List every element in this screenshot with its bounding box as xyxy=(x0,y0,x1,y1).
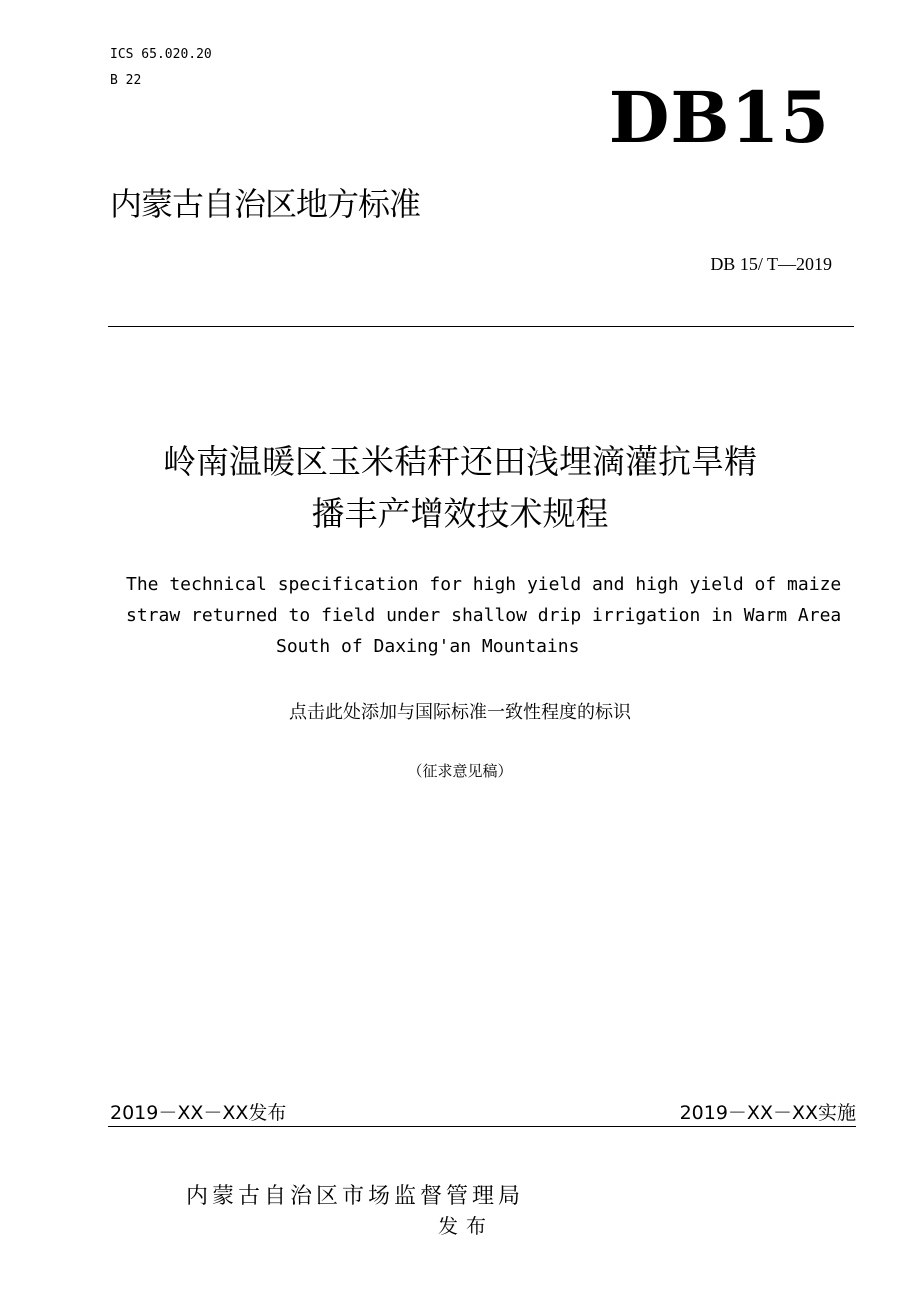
footer-divider xyxy=(108,1126,856,1127)
issue-label: 发布 xyxy=(438,1214,494,1238)
draft-status: （征求意见稿） xyxy=(407,762,513,780)
consistency-placeholder[interactable]: 点击此处添加与国际标准一致性程度的标识 xyxy=(289,702,631,723)
implementation-date: 2019－XX－XX实施 xyxy=(679,1102,856,1124)
issue-date: 2019－XX－XX发布 xyxy=(110,1102,287,1124)
title-english-line-3: South of Daxing'an Mountains xyxy=(276,636,580,657)
title-chinese-line-1: 岭南温暖区玉米秸秆还田浅埋滴灌抗旱精 xyxy=(163,442,757,481)
standard-logo: DB15 xyxy=(608,76,830,159)
ics-code: ICS 65.020.20 xyxy=(110,47,212,62)
title-english-line-2: straw returned to field under shallow drip irrigation in Warm Area xyxy=(126,605,842,626)
ccs-code: B 22 xyxy=(110,73,142,88)
title-english-line-1: The technical specification for high yield and high yield of maize xyxy=(126,574,842,595)
standard-number: DB 15/ T—2019 xyxy=(710,254,832,274)
title-chinese-line-2: 播丰产增效技术规程 xyxy=(311,494,609,533)
issuing-authority: 内蒙古自治区市场监督管理局 xyxy=(186,1184,525,1209)
header-divider xyxy=(108,326,854,327)
standard-type-heading: 内蒙古自治区地方标准 xyxy=(110,185,421,223)
